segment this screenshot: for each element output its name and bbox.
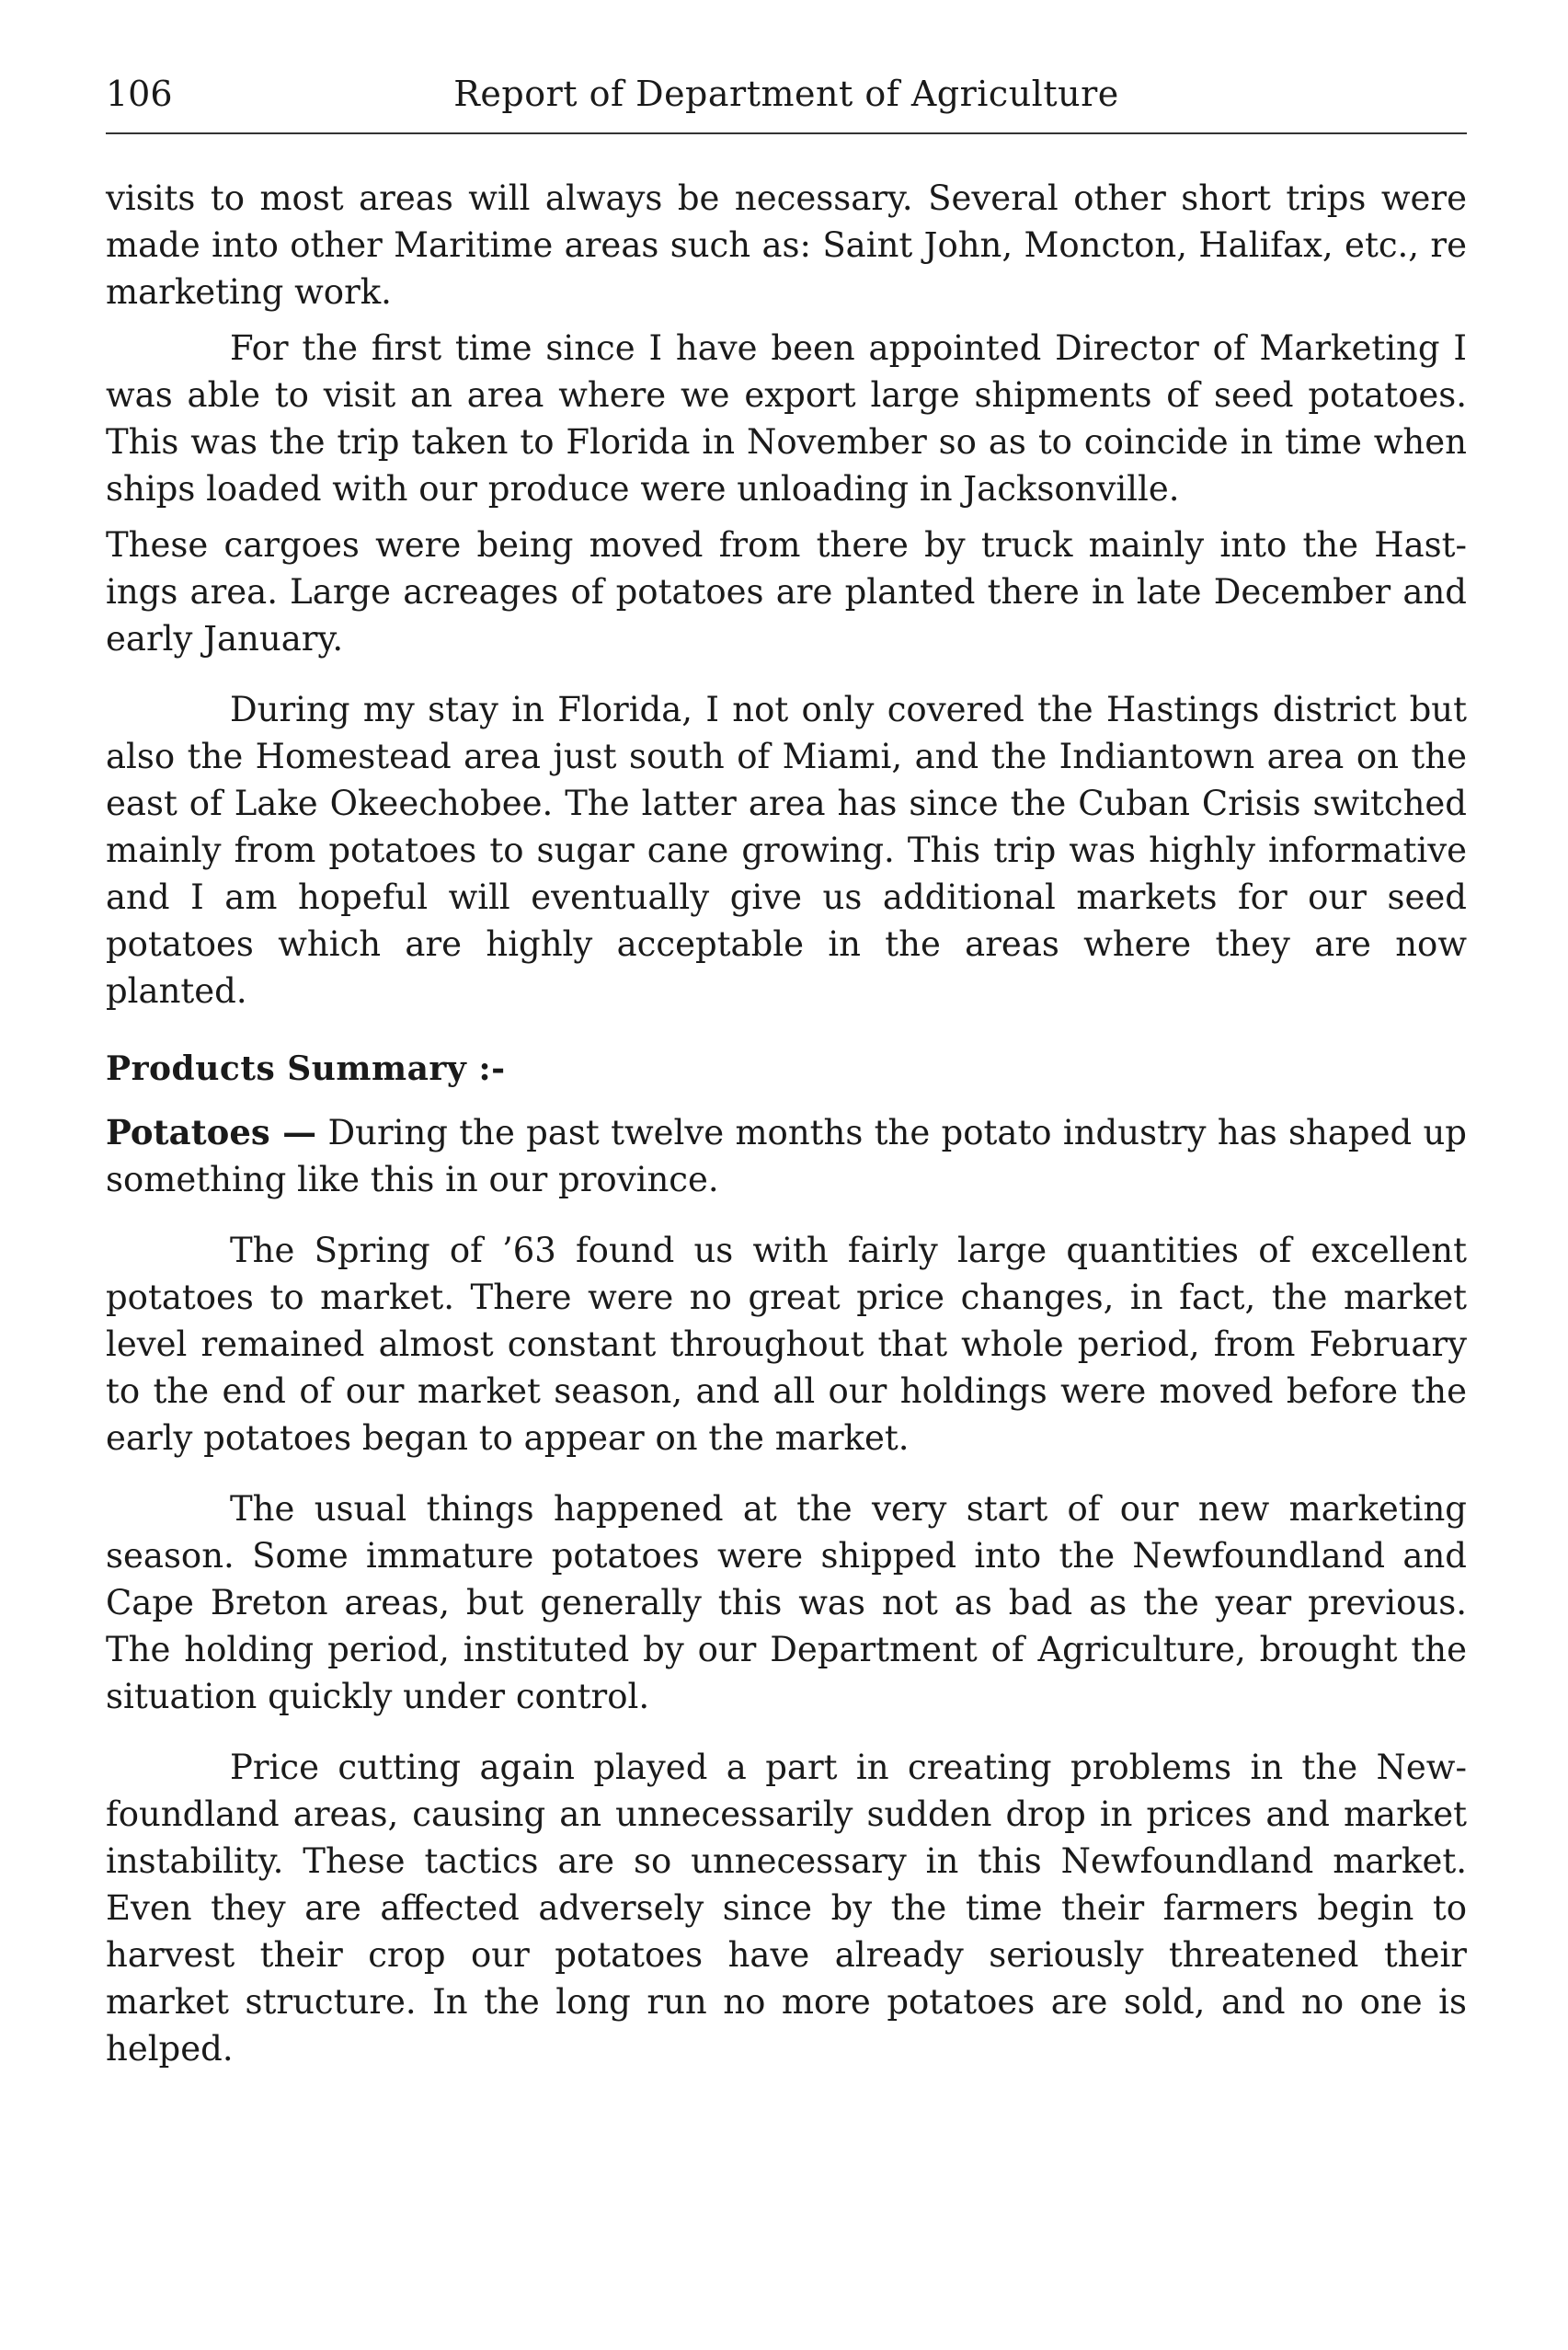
paragraph-florida-trip: For the first time since I have been appointed Director of Marketing I was able to visit an area where we export large shipments of seed potatoes. This was the trip taken to Florida in November so as to coincide in time when ships loaded with our produce were unloading in Jacksonville. [106, 328, 1467, 509]
running-title: Report of Department of Agriculture [453, 74, 1119, 114]
run-in-heading: Potatoes — [106, 1112, 317, 1152]
page-number: 106 [106, 74, 173, 114]
section-heading: Products Summary :- [106, 1049, 506, 1088]
paragraph-price-cutting: Price cutting again played a part in creating problems in the Newfoundland areas, causing an unnecessarily sudden drop in prices and market instability. These tactics are so unnecessary in this Newfoundland market. Even they are affected adversely since by the time their farmers begin to harvest their crop our potatoes have already seriously threatened their market structure. In the long run no more potatoes are sold, and no one is helped. [106, 1748, 1467, 2069]
paragraph-spring: The Spring of ’63 found us with fairly large quantities of excellent potatoes to market. There were no great price changes, in fact, the market level remained almost constant throughout that whole period, from February to the end of our market season, and all our holdings were moved before the early potatoes began to appear on the market. [106, 1231, 1467, 1458]
paragraph-continued: visits to most areas will always be necessary. Several other short trips were made into other Maritime areas such as: Saint John, Moncton, Halifax, etc., re marketing work. [106, 178, 1467, 312]
body-text [106, 175, 1467, 2096]
paragraph-florida-stay: During my stay in Florida, I not only covered the Hastings district but also the Homestead area just south of Miami, and the Indiantown area on the east of Lake Okeechobee. The latter area has since the Cuban Crisis switched mainly from potatoes to sugar cane growing. This trip was highly informative and I am hopeful will eventually give us additional markets for our seed potatoes which are highly acceptable in the areas where they are now planted. [106, 690, 1467, 1011]
header-rule [106, 132, 1467, 134]
paragraph-potatoes [106, 1109, 1467, 1203]
paragraph-marketing-season: The usual things happened at the very start of our new marketing season. Some immature potatoes were shipped into the Newfoundland and Cape Breton areas, but generally this was not as bad as the year previous. The holding period, instituted by our Department of Agriculture, brought the situation quickly under control. [106, 1489, 1467, 1716]
page-header [106, 66, 1467, 121]
paragraph-cargoes: These cargoes were being moved from there by truck mainly into the Hastings area. Large acreages of potatoes are planted there in late December and early January. [106, 525, 1467, 659]
potatoes-intro: During the past twelve months the potato industry has shaped up something like this in our province. [106, 1113, 1467, 1199]
